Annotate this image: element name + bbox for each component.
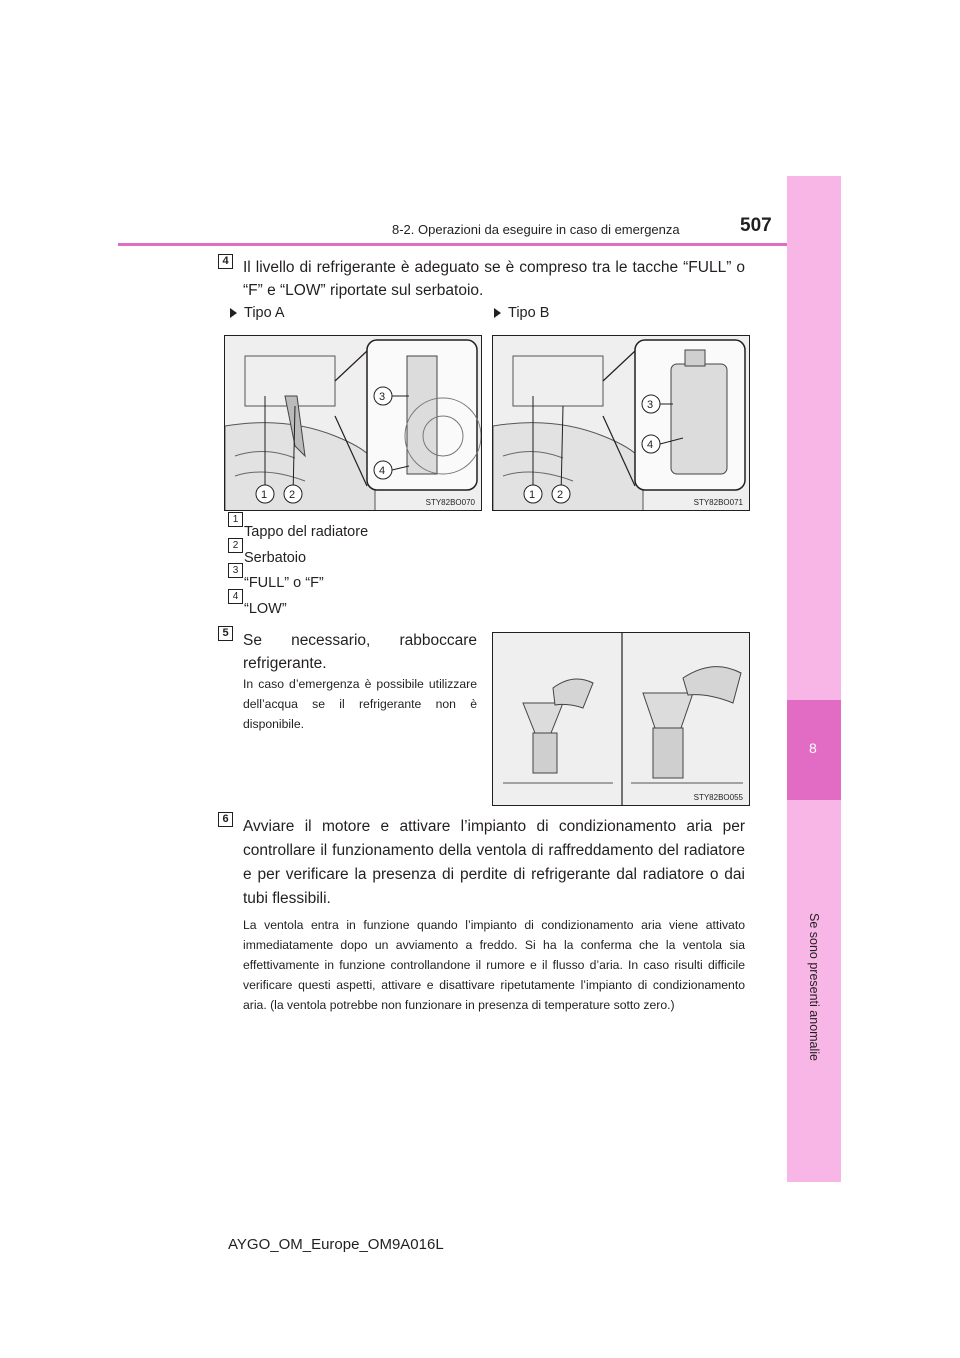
document-code: AYGO_OM_Europe_OM9A016L <box>228 1236 444 1253</box>
legend-item-1 <box>232 514 369 540</box>
arrow-icon <box>230 308 237 318</box>
header-rule <box>118 243 787 246</box>
step-4-text: Il livello di refrigerante è adeguato se è compreso tra le tacche “FULL” o “F” e “LOW” riportate sul serbatoio. <box>243 259 745 299</box>
legend-number: 4 <box>228 589 243 604</box>
figure-refill-code: STY82BO055 <box>693 793 743 802</box>
step-6-text: Avviare il motore e attivare l’impianto di condizionamento aria per controllare il funzionamento della ventola di raffreddamento del radiatore e per verificare la presenza di perdite di refrigerante dal radiatore o dai tubi flessibili. <box>243 818 745 907</box>
chapter-number: 8 <box>809 740 817 756</box>
page-number: 507 <box>740 215 772 236</box>
svg-text:4: 4 <box>647 439 654 451</box>
engine-illustration-b <box>493 336 750 511</box>
legend-label: Serbatoio <box>244 550 307 566</box>
figure-type-a <box>224 335 482 511</box>
type-b-label: Tipo B <box>494 305 549 321</box>
step-number-6: 6 <box>218 812 233 827</box>
section-title: 8-2. Operazioni da eseguire in caso di emergenza <box>392 222 680 237</box>
legend-item-4 <box>232 591 287 617</box>
svg-text:2: 2 <box>557 489 564 501</box>
legend-number: 2 <box>228 538 243 553</box>
figure-refill <box>492 632 750 806</box>
refill-illustration <box>493 633 750 806</box>
step-number-5: 5 <box>218 626 233 641</box>
legend-item-2 <box>232 540 307 566</box>
step-6-note: La ventola entra in funzione quando l’impianto di condizionamento aria viene attivato immediatamente dopo un avviamento a freddo. Si ha la conferma che la ventola sia effettivamente in funzione controllandone il rumore e il flusso d’aria. In caso risulti difficile verificare questi aspetti, attivare e disattivare ripetutamente l’impianto di condizionamento aria. (la ventola potrebbe non funzionare in presenza di temperature sotto zero.) <box>243 918 745 1012</box>
svg-text:4: 4 <box>379 465 386 477</box>
legend-label: “LOW” <box>244 601 287 617</box>
legend-item-3 <box>232 565 324 591</box>
engine-illustration-a <box>225 336 482 511</box>
legend-number: 3 <box>228 563 243 578</box>
svg-text:3: 3 <box>379 391 386 403</box>
legend-label: Tappo del radiatore <box>244 524 369 540</box>
legend-label: “FULL” o “F” <box>244 575 324 591</box>
svg-text:1: 1 <box>261 489 268 501</box>
chapter-label: Se sono presenti anomalie <box>807 913 821 1062</box>
figure-a-code: STY82BO070 <box>425 498 475 507</box>
figure-b-code: STY82BO071 <box>693 498 743 507</box>
step-5-note: In caso d’emergenza è possibile utilizzare dell’acqua se il refrigerante non è disponibile. <box>243 677 477 731</box>
legend-number: 1 <box>228 512 243 527</box>
svg-text:3: 3 <box>647 399 654 411</box>
svg-text:1: 1 <box>529 489 536 501</box>
step-5-text: Se necessario, rabboccare refrigerante. <box>243 632 477 672</box>
arrow-icon <box>494 308 501 318</box>
svg-text:2: 2 <box>289 489 296 501</box>
step-number-4: 4 <box>218 254 233 269</box>
type-a-label: Tipo A <box>230 305 285 321</box>
figure-type-b <box>492 335 750 511</box>
